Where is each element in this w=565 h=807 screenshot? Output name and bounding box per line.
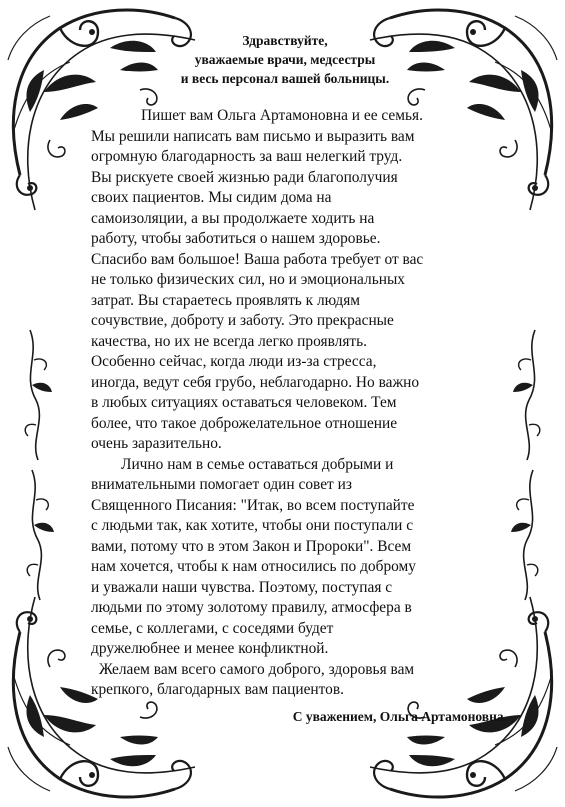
greeting-line: Здравствуйте, xyxy=(242,33,328,48)
paragraph-line: самоизоляции, а вы продолжаете ходить на xyxy=(91,209,375,227)
paragraph-line: внимательными помогает один совет из xyxy=(91,476,352,493)
paragraph-line: крепкого, благодарных вам пациентов. xyxy=(91,681,344,698)
paragraph-line: иногда, ведут себя грубо, неблагодарно. Но важно xyxy=(91,373,420,391)
paragraph-line: более, что такое доброжелательное отношение xyxy=(91,414,398,432)
paragraph-line: семье, с коллегами, с соседями будет xyxy=(91,619,334,637)
paragraph-line: Особенно сейчас, когда люди из-за стресса, xyxy=(91,353,377,370)
paragraph-line: Спасибо вам большое! Ваша работа требует от вас xyxy=(91,250,424,268)
paragraph-line: Лично нам в семье оставаться добрыми и xyxy=(121,455,394,473)
paragraph-line: людьми по этому золотому правилу, атмосфера в xyxy=(91,599,412,616)
greeting-line: уважаемые врачи, медсестры xyxy=(194,52,376,67)
paragraph-line: огромную благодарность за ваш нелегкий труд. xyxy=(91,148,403,165)
paragraph-line: вами, потому что в этом Закон и Пророки". Всем xyxy=(91,537,412,555)
greeting-line: и весь персонал вашей больницы. xyxy=(180,71,390,86)
paragraph-line: Священного Писания: "Итак, во всем поступайте xyxy=(91,496,415,514)
paragraph-line: Мы решили написать вам письмо и выразить вам xyxy=(91,127,415,145)
paragraph-line: сочувствие, доброту и заботу. Это прекрасные xyxy=(91,312,394,329)
paragraph-line: не только физических сил, но и эмоциональных xyxy=(91,271,405,288)
paragraph-line: Желаем вам всего самого доброго, здоровья вам xyxy=(99,660,415,678)
paragraph-line: в любых ситуациях оставаться человеком. Тем xyxy=(91,394,397,411)
letter-body xyxy=(91,106,491,701)
paragraph-line: работу, чтобы заботиться о нашем здоровье. xyxy=(91,230,381,247)
paragraph-line: Вы рискуете своей жизнью ради благополучия xyxy=(91,168,398,186)
greeting xyxy=(120,31,450,88)
paragraph-line: нам хочется, чтобы к нам относились по доброму xyxy=(91,558,416,575)
paragraph-line: с людьми так, как хотите, чтобы они поступали с xyxy=(91,517,414,534)
paragraph-line: затрат. Вы стараетесь проявлять к людям xyxy=(91,291,361,309)
signature: С уважением, Ольга Артамоновна. xyxy=(292,709,507,724)
paragraph-line: своих пациентов. Мы сидим дома на xyxy=(91,189,332,206)
paragraph-line: очень заразительно. xyxy=(91,435,222,452)
paragraph-line: качества, но их не всегда легко проявлять. xyxy=(91,332,368,350)
paragraph-line: дружелюбнее и менее конфликтной. xyxy=(91,640,329,657)
paragraph-line: Пишет вам Ольга Артамоновна и ее семья. xyxy=(141,107,423,124)
paragraph-line: и уважали наши чувства. Поэтому, поступая с xyxy=(91,578,393,596)
